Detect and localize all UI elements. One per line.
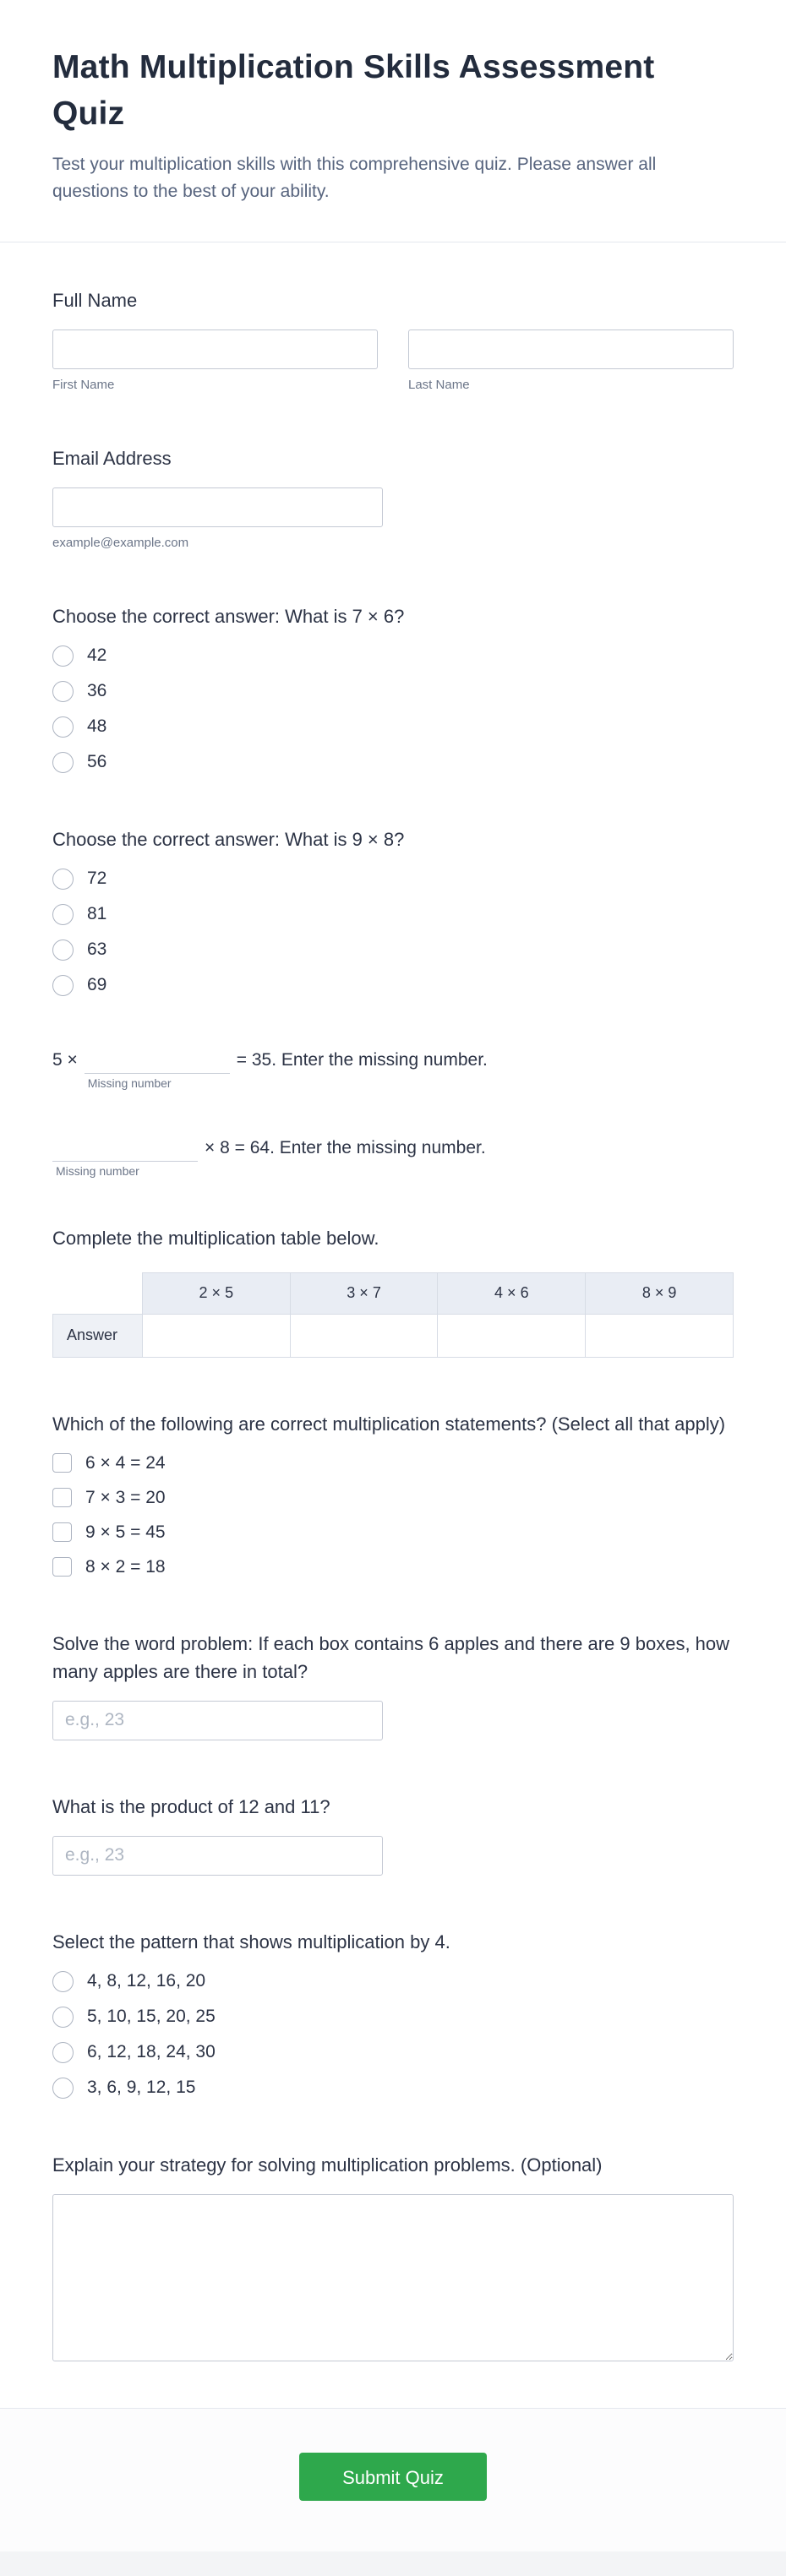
radio-icon[interactable] (52, 681, 74, 702)
form-body (0, 242, 786, 2366)
radio-option[interactable] (52, 716, 734, 738)
table-cell (438, 1314, 586, 1357)
form-title: Math Multiplication Skills Assessment Quiz (52, 49, 655, 133)
fill-prefix: 5 × (52, 1049, 78, 1070)
checkbox-icon[interactable] (52, 1522, 72, 1542)
missing-number-blank (85, 1048, 230, 1090)
radio-icon[interactable] (52, 2007, 74, 2028)
radio-icon[interactable] (52, 2078, 74, 2099)
question-email (52, 444, 734, 550)
word-problem-input[interactable] (52, 1701, 383, 1740)
fill-suffix: × 8 = 64. Enter the missing number. (205, 1137, 486, 1157)
radio-option-label: 56 (87, 752, 107, 772)
radio-icon[interactable] (52, 904, 74, 925)
pattern-question-label: Select the pattern that shows multiplication by 4. (52, 1931, 450, 1952)
checkbox-option-label: 6 × 4 = 24 (85, 1452, 166, 1473)
table-answer-row (53, 1314, 734, 1357)
radio-option-label: 81 (87, 904, 107, 924)
page-bottom-gap (0, 2551, 786, 2576)
email-label: Email Address (52, 447, 172, 469)
radio-option-label: 3, 6, 9, 12, 15 (87, 2078, 196, 2098)
radio-option-label: 48 (87, 716, 107, 737)
radio-option[interactable] (52, 904, 734, 925)
missing-number-input-1[interactable] (85, 1048, 230, 1074)
table-cell-input[interactable] (438, 1315, 585, 1357)
radio-icon[interactable] (52, 939, 74, 961)
checkbox-option[interactable] (52, 1522, 734, 1543)
question-correct-statements (52, 1410, 734, 1577)
checkbox-option-label: 7 × 3 = 20 (85, 1487, 166, 1507)
full-name-row (52, 329, 734, 392)
table-cell (290, 1314, 438, 1357)
submit-button[interactable]: Submit Quiz (299, 2453, 487, 2501)
question-product-12-11 (52, 1793, 734, 1876)
radio-icon[interactable] (52, 1971, 74, 1992)
word-problem-label: Solve the word problem: If each box contains 6 apples and there are 9 boxes, how many apples are there in total? (52, 1632, 730, 1682)
radio-icon[interactable] (52, 752, 74, 773)
radio-option[interactable] (52, 2078, 734, 2099)
radio-option[interactable] (52, 2042, 734, 2063)
question-9x8 (52, 825, 734, 996)
radio-icon[interactable] (52, 2042, 74, 2063)
radio-option[interactable] (52, 2007, 734, 2028)
table-cell-input[interactable] (143, 1315, 290, 1357)
checkbox-question-label: Which of the following are correct multiplication statements? (Select all that apply) (52, 1413, 726, 1435)
missing-number-sublabel: Missing number (56, 1163, 139, 1178)
checkbox-icon[interactable] (52, 1557, 72, 1577)
question-7x6-label: Choose the correct answer: What is 7 × 6? (52, 605, 405, 627)
radio-option-label: 6, 12, 18, 24, 30 (87, 2042, 216, 2062)
product-question-input[interactable] (52, 1836, 383, 1876)
last-name-column (408, 329, 734, 392)
table-column-header: 2 × 5 (142, 1272, 290, 1314)
question-word-problem (52, 1630, 734, 1740)
radio-option-label: 36 (87, 681, 107, 701)
email-input[interactable] (52, 487, 383, 527)
missing-number-input-2[interactable] (52, 1136, 198, 1162)
question-9x8-label: Choose the correct answer: What is 9 × 8? (52, 828, 405, 850)
checkbox-option-label: 9 × 5 = 45 (85, 1522, 166, 1542)
question-full-name (52, 286, 734, 392)
strategy-textarea[interactable] (52, 2194, 734, 2361)
radio-option-label: 4, 8, 12, 16, 20 (87, 1971, 206, 1991)
checkbox-option[interactable] (52, 1488, 734, 1508)
multiplication-table (52, 1272, 734, 1358)
radio-option[interactable] (52, 681, 734, 702)
missing-number-blank (52, 1136, 198, 1178)
radio-option[interactable] (52, 752, 734, 773)
question-multiplication-table (52, 1224, 734, 1358)
checkbox-option[interactable] (52, 1557, 734, 1577)
radio-option-label: 72 (87, 869, 107, 889)
radio-option[interactable] (52, 645, 734, 667)
radio-option[interactable] (52, 1971, 734, 1992)
radio-icon[interactable] (52, 869, 74, 890)
question-strategy (52, 2151, 734, 2366)
form-header (0, 0, 786, 242)
question-7x6 (52, 602, 734, 773)
table-column-header: 8 × 9 (586, 1272, 734, 1314)
first-name-sublabel: First Name (52, 377, 115, 392)
table-cell (586, 1314, 734, 1357)
matrix-label: Complete the multiplication table below. (52, 1227, 379, 1249)
full-name-label: Full Name (52, 289, 138, 311)
radio-option[interactable] (52, 939, 734, 961)
missing-number-sublabel: Missing number (87, 1076, 172, 1090)
checkbox-option-label: 8 × 2 = 18 (85, 1556, 166, 1577)
last-name-sublabel: Last Name (408, 377, 470, 392)
fill-line (52, 1136, 734, 1178)
radio-icon[interactable] (52, 645, 74, 667)
radio-option-label: 69 (87, 975, 107, 995)
form-footer (0, 2408, 786, 2551)
radio-option-label: 42 (87, 645, 107, 666)
first-name-column (52, 329, 378, 392)
radio-option[interactable] (52, 975, 734, 996)
first-name-input[interactable] (52, 329, 378, 369)
question-missing-number-1 (52, 1048, 734, 1090)
table-cell-input[interactable] (291, 1315, 438, 1357)
radio-icon[interactable] (52, 716, 74, 738)
question-missing-number-2 (52, 1136, 734, 1178)
product-question-label: What is the product of 12 and 11? (52, 1795, 330, 1817)
table-column-header: 4 × 6 (438, 1272, 586, 1314)
fill-line (52, 1048, 734, 1090)
radio-option-label: 5, 10, 15, 20, 25 (87, 2007, 216, 2027)
table-cell (142, 1314, 290, 1357)
checkbox-icon[interactable] (52, 1453, 72, 1473)
table-header-row (53, 1272, 734, 1314)
last-name-input[interactable] (408, 329, 734, 369)
form-subtitle: Test your multiplication skills with this comprehensive quiz. Please answer all questions to the best of your ability. (52, 154, 657, 202)
strategy-label: Explain your strategy for solving multiplication problems. (Optional) (52, 2154, 603, 2176)
table-row-header: Answer (53, 1314, 143, 1357)
question-pattern (52, 1928, 734, 2099)
email-sublabel: example@example.com (52, 535, 189, 550)
radio-option-label: 63 (87, 939, 107, 960)
table-column-header: 3 × 7 (290, 1272, 438, 1314)
radio-icon[interactable] (52, 975, 74, 996)
fill-suffix: = 35. Enter the missing number. (236, 1049, 488, 1070)
radio-option[interactable] (52, 869, 734, 890)
table-corner-cell (53, 1272, 143, 1314)
checkbox-option[interactable] (52, 1453, 734, 1473)
table-cell-input[interactable] (586, 1315, 733, 1357)
checkbox-icon[interactable] (52, 1488, 72, 1507)
